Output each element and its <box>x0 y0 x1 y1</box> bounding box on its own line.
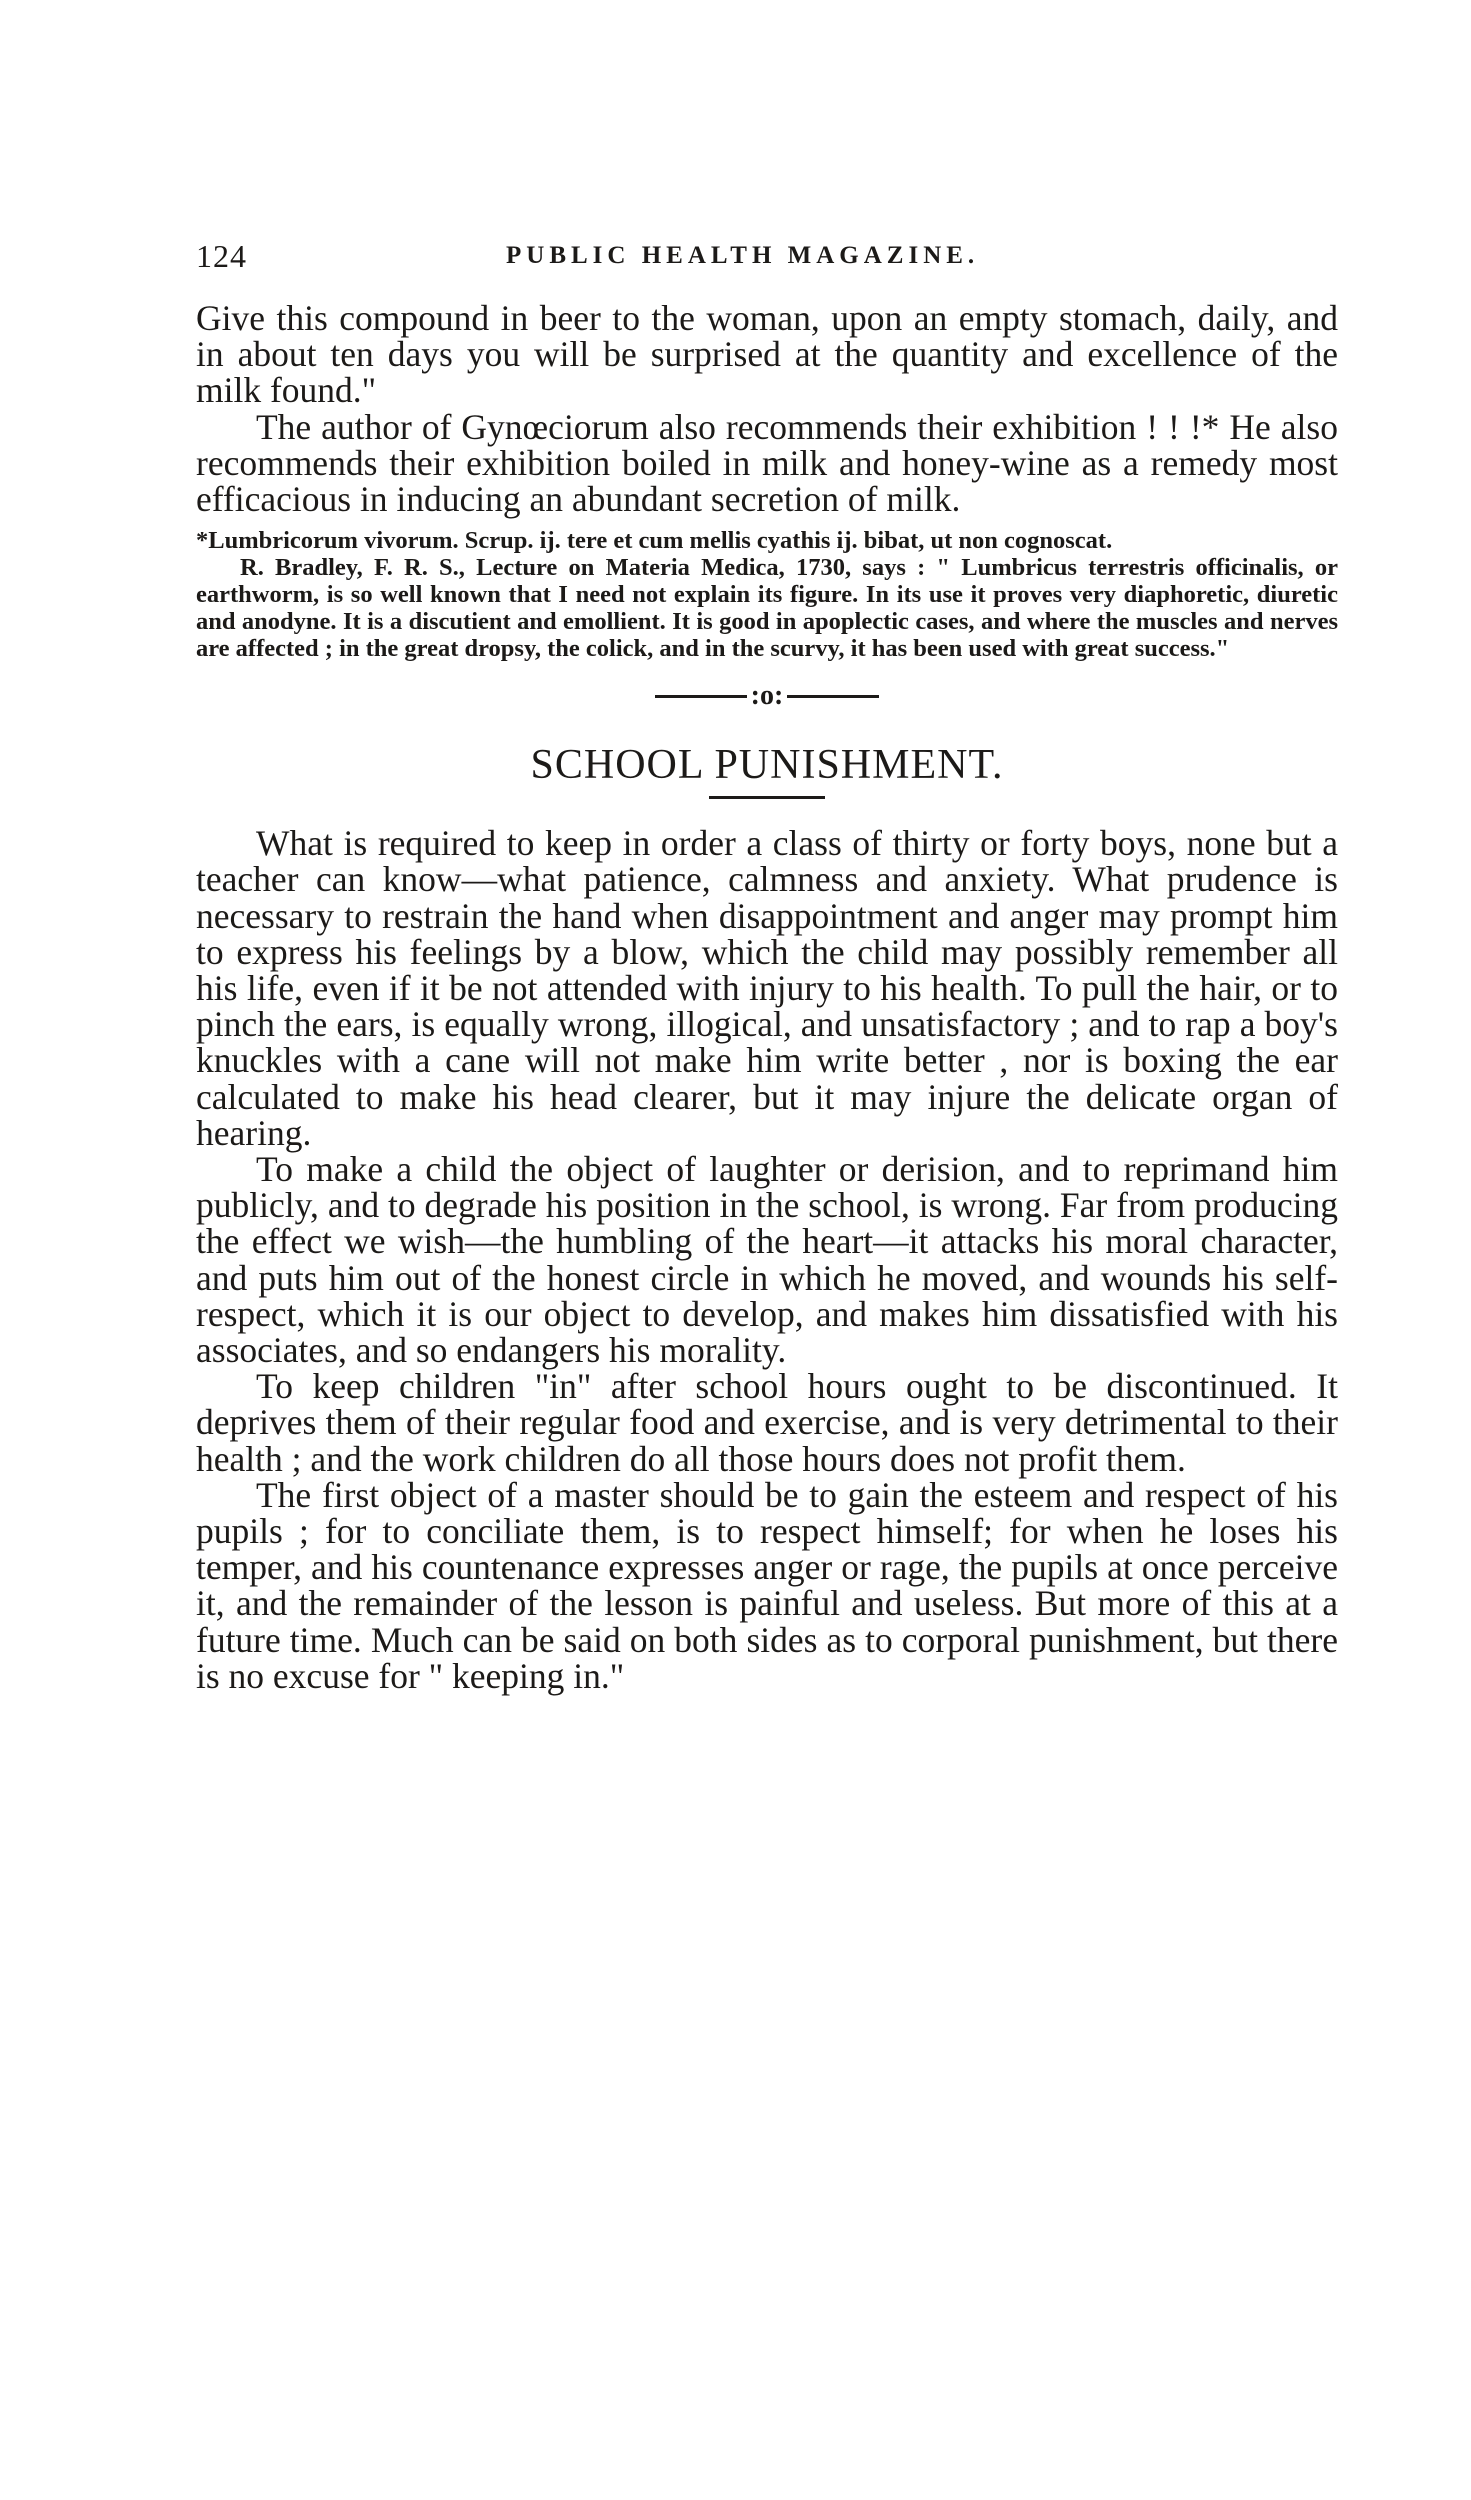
separator-mark: :o: <box>750 680 784 712</box>
paragraph: To make a child the object of laughter or derision, and to reprimand him publicly, and to degrade his position in the school, is wrong. Far from producing the effect we wish—the humbling of the heart—it attacks his moral character, and puts him out of the honest circle in which he moved, and wounds his self-respect, which it is our object to develop, and makes him dissatisfied with his associates, and so endangers his morality. <box>196 1149 1338 1371</box>
running-title: PUBLIC HEALTH MAGAZINE. <box>506 242 980 269</box>
separator-rule-right <box>787 695 879 698</box>
footnote: R. Bradley, F. R. S., Lecture on Materia Medica, 1730, says : " Lumbricus terrestris officinalis, or earthworm, is so well known that I need not explain its figure. In its use it proves very diaphoretic, diuretic and anodyne. It is a discutient and emollient. It is good in apoplectic cases, and where the muscles and nerves are affected ; in the great dropsy, the colick, and in the scurvy, it has been used with great success." <box>196 554 1338 663</box>
footnote: *Lumbricorum vivorum. Scrup. ij. tere et cum mellis cyathis ij. bibat, ut non cognoscat. <box>196 527 1113 555</box>
section-title: SCHOOL PUNISHMENT. <box>530 742 1004 789</box>
opening-text <box>196 298 1338 520</box>
paragraph: To keep children "in" after school hours ought to be discontinued. It deprives them of their regular food and exercise, and is very detrimental to their health ; and the work children do all those hours does not profit them. <box>196 1366 1338 1479</box>
text-column <box>196 238 1338 1694</box>
paragraph: Give this compound in beer to the woman, upon an empty stomach, daily, and in about ten days you will be surprised at the quantity and excellence of the milk found." <box>196 298 1338 411</box>
paragraph: What is required to keep in order a class of thirty or forty boys, none but a teacher can know—what patience, calmness and anxiety. What prudence is necessary to restrain the hand when disappointment and anger may prompt him to express his feelings by a blow, which the child may possibly remember all his life, even if it be not attended with injury to his health. To pull the hair, or to pinch the ears, is equally wrong, illogical, and unsatisfactory ; and to rap a boy's knuckles with a cane will not make him write better , nor is boxing the ear calculated to make his head clearer, but it may injure the delicate organ of hearing. <box>196 823 1338 1153</box>
footnotes <box>196 527 1338 662</box>
separator-rule-left <box>655 695 747 698</box>
paragraph: The author of Gynœciorum also recommends their exhibition ! ! !* He also recommends their exhibition boiled in milk and honey-wine as a remedy most efficacious in inducing an abundant secretion of milk. <box>196 406 1338 520</box>
title-underline <box>709 796 825 799</box>
section-body <box>196 825 1338 1694</box>
running-head <box>196 238 1338 278</box>
section-separator <box>196 680 1338 714</box>
paragraph: The first object of a master should be to gain the esteem and respect of his pupils ; for to conciliate them, is to respect himself; for when he loses his temper, and his countenance expresses anger or rage, the pupils at once perceive it, and the remainder of the lesson is painful and useless. But more of this at a future time. Much can be said on both sides as to corporal punishment, but there is no excuse for " keeping in." <box>196 1474 1338 1696</box>
page-number: 124 <box>196 238 247 274</box>
